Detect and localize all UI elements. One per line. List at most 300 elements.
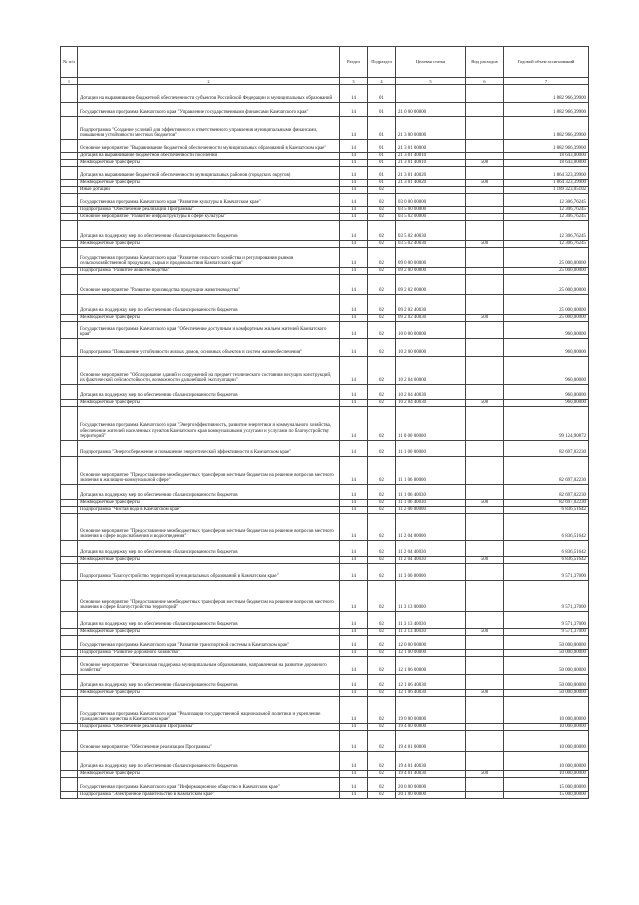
row-target-cell: 11 2 04 40030 <box>396 557 466 564</box>
header-expense-type: Вид расходов <box>466 47 504 78</box>
row-subsection-cell: 01 <box>368 103 396 117</box>
row-target-cell: 12 1 06 40030 <box>396 675 466 690</box>
table-row <box>61 103 589 117</box>
row-subsection-cell: 02 <box>368 441 396 457</box>
table-row <box>61 657 589 675</box>
row-target-cell: 21 3 01 00000 <box>396 140 466 153</box>
row-name-cell: Государственная программа Камчатского края "Развитие сельского хозяйства и регулирования рынков сельскохозяйственной продукции, сырья и продовольствия Камчатского края" <box>78 248 340 268</box>
row-amount-cell: 25 000,00000 <box>504 315 589 322</box>
row-section-cell: 14 <box>340 322 368 339</box>
row-number-cell <box>61 612 78 629</box>
row-number-cell <box>61 752 78 771</box>
row-subsection-cell: 02 <box>368 407 396 441</box>
row-amount-cell: 82 697,02230 <box>504 457 589 485</box>
row-target-cell: 21 3 01 40010 <box>396 160 466 167</box>
row-expense-type-cell <box>466 752 504 771</box>
row-section-cell: 14 <box>340 187 368 194</box>
row-target-cell: 20 1 00 00000 <box>396 792 466 799</box>
row-section-cell: 14 <box>340 697 368 724</box>
row-target-cell: 11 2 00 00000 <box>396 507 466 514</box>
row-section-cell: 14 <box>340 690 368 697</box>
row-number-cell <box>61 167 78 180</box>
row-subsection-cell: 02 <box>368 657 396 675</box>
row-target-cell: 03 5 02 40030 <box>396 241 466 248</box>
row-expense-type-cell <box>466 792 504 799</box>
row-name-cell: Межбюджетные трансферты <box>78 690 340 697</box>
row-number-cell <box>61 322 78 339</box>
row-name-cell: Дотация на поддержку мер по обеспечению сбалансированности бюджетов <box>78 485 340 500</box>
row-expense-type-cell <box>466 581 504 612</box>
row-number-cell <box>61 778 78 792</box>
row-target-cell: 19 4 01 40030 <box>396 752 466 771</box>
header-subsection: Подраздел <box>368 47 396 78</box>
row-expense-type-cell: 500 <box>466 690 504 697</box>
row-number-cell <box>61 557 78 564</box>
row-number-cell <box>61 441 78 457</box>
row-section-cell: 14 <box>340 221 368 241</box>
row-section-cell: 14 <box>340 792 368 799</box>
header-num: № п/п <box>61 47 78 78</box>
row-number-cell <box>61 541 78 557</box>
row-section-cell: 14 <box>340 385 368 400</box>
row-expense-type-cell <box>466 248 504 268</box>
table-row <box>61 441 589 457</box>
row-name-cell: Подпрограмма "Энергосбережение и повышение энергетической эффективности в Камчатском крае" <box>78 441 340 457</box>
row-name-cell: Основное мероприятие "Финансовая поддержка муниципальным образованиям, направленная на развитие дорожного хозяйства" <box>78 657 340 675</box>
row-number-cell <box>61 214 78 221</box>
row-section-cell: 14 <box>340 160 368 167</box>
row-target-cell: 09 2 00 00000 <box>396 268 466 275</box>
row-section-cell: 14 <box>340 629 368 636</box>
row-name-cell: Подпрограмма "Благоустройство территорий муниципальных образований в Камчатском крае" <box>78 564 340 581</box>
row-subsection-cell: 02 <box>368 385 396 400</box>
row-number-cell <box>61 117 78 140</box>
row-subsection-cell: 02 <box>368 724 396 731</box>
row-section-cell: 14 <box>340 564 368 581</box>
row-amount-cell: 25 000,00000 <box>504 295 589 315</box>
column-number: 2 <box>78 78 340 85</box>
row-number-cell <box>61 268 78 275</box>
row-name-cell: Основное мероприятие "Обследование зданий и сооружений на предмет технического состояния несущих конструкций, их фактической сейсмостойкости, возможности дальнейшей эксплуатации" <box>78 357 340 385</box>
row-amount-cell: 12 306,76245 <box>504 194 589 207</box>
row-amount-cell: 12 306,76245 <box>504 207 589 214</box>
row-target-cell <box>396 85 466 103</box>
row-expense-type-cell <box>466 275 504 295</box>
table-row <box>61 275 589 295</box>
row-section-cell: 14 <box>340 117 368 140</box>
row-amount-cell: 1 882 966,39900 <box>504 85 589 103</box>
row-expense-type-cell <box>466 564 504 581</box>
row-expense-type-cell <box>466 514 504 541</box>
row-name-cell: Дотация на поддержку мер по обеспечению сбалансированности бюджетов <box>78 295 340 315</box>
row-subsection-cell: 02 <box>368 339 396 357</box>
table-row <box>61 221 589 241</box>
table-row <box>61 752 589 771</box>
row-section-cell: 14 <box>340 167 368 180</box>
row-target-cell: 09 2 02 40030 <box>396 315 466 322</box>
row-amount-cell: 960,00000 <box>504 339 589 357</box>
row-subsection-cell: 01 <box>368 160 396 167</box>
row-subsection-cell: 02 <box>368 187 396 194</box>
row-expense-type-cell <box>466 214 504 221</box>
row-section-cell: 14 <box>340 180 368 187</box>
table-row <box>61 339 589 357</box>
row-amount-cell: 1 189 323,05102 <box>504 187 589 194</box>
row-expense-type-cell: 500 <box>466 500 504 507</box>
row-target-cell: 19 4 00 00000 <box>396 724 466 731</box>
row-amount-cell: 9 571,37000 <box>504 629 589 636</box>
row-amount-cell: 6 836,51642 <box>504 507 589 514</box>
row-expense-type-cell <box>466 441 504 457</box>
table-row <box>61 675 589 690</box>
row-amount-cell: 82 697,02230 <box>504 500 589 507</box>
column-number: 7 <box>504 78 589 85</box>
row-section-cell: 14 <box>340 339 368 357</box>
row-amount-cell: 9 571,37000 <box>504 581 589 612</box>
row-subsection-cell: 02 <box>368 778 396 792</box>
row-expense-type-cell <box>466 778 504 792</box>
row-name-cell: Основное мероприятие "Предоставление межбюджетных трансферов местным бюджетам на решение вопросов местного значения в сфере благоустройства территорий" <box>78 581 340 612</box>
table-row <box>61 650 589 657</box>
row-subsection-cell: 02 <box>368 581 396 612</box>
row-target-cell: 12 1 00 00000 <box>396 650 466 657</box>
row-section-cell: 14 <box>340 457 368 485</box>
row-number-cell <box>61 564 78 581</box>
table-row <box>61 180 589 187</box>
row-target-cell: 11 0 00 00000 <box>396 407 466 441</box>
row-target-cell: 03 0 00 00000 <box>396 194 466 207</box>
row-subsection-cell: 02 <box>368 322 396 339</box>
row-number-cell <box>61 221 78 241</box>
row-number-cell <box>61 194 78 207</box>
table-row <box>61 500 589 507</box>
row-target-cell: 09 2 02 40030 <box>396 295 466 315</box>
row-number-cell <box>61 485 78 500</box>
row-subsection-cell: 02 <box>368 629 396 636</box>
row-section-cell: 14 <box>340 636 368 650</box>
row-target-cell: 21 0 00 00000 <box>396 103 466 117</box>
row-expense-type-cell: 500 <box>466 241 504 248</box>
row-target-cell: 03 5 00 00000 <box>396 207 466 214</box>
row-amount-cell: 82 697,02230 <box>504 441 589 457</box>
row-name-cell: Подпрограмма "Обеспечение реализации Программы" <box>78 724 340 731</box>
row-number-cell <box>61 103 78 117</box>
row-name-cell: Дотация на поддержку мер по обеспечению сбалансированности бюджетов <box>78 752 340 771</box>
row-expense-type-cell <box>466 268 504 275</box>
row-name-cell: Основное мероприятие "Развитие производства продукции животноводства" <box>78 275 340 295</box>
row-number-cell <box>61 771 78 778</box>
row-amount-cell: 12 306,76245 <box>504 214 589 221</box>
row-expense-type-cell <box>466 650 504 657</box>
row-target-cell: 10 2 04 40030 <box>396 385 466 400</box>
row-expense-type-cell: 500 <box>466 160 504 167</box>
row-section-cell: 14 <box>340 507 368 514</box>
row-expense-type-cell <box>466 167 504 180</box>
row-number-cell <box>61 241 78 248</box>
row-subsection-cell: 02 <box>368 500 396 507</box>
row-expense-type-cell <box>466 731 504 752</box>
row-name-cell: Дотация на поддержку мер по обеспечению сбалансированности бюджетов <box>78 385 340 400</box>
row-expense-type-cell <box>466 117 504 140</box>
table-row <box>61 153 589 160</box>
row-name-cell: Подпрограмма "Повышение устойчивости жилых домов, основных объектов и систем жизнеобеспечения" <box>78 339 340 357</box>
row-section-cell: 14 <box>340 153 368 160</box>
row-expense-type-cell: 500 <box>466 180 504 187</box>
row-section-cell: 14 <box>340 657 368 675</box>
row-number-cell <box>61 207 78 214</box>
row-name-cell: Основное мероприятие "Обеспечение реализации Программы" <box>78 731 340 752</box>
table-row <box>61 268 589 275</box>
row-expense-type-cell <box>466 140 504 153</box>
row-target-cell: 11 2 04 40030 <box>396 541 466 557</box>
row-section-cell: 14 <box>340 557 368 564</box>
row-expense-type-cell <box>466 357 504 385</box>
row-name-cell: Подпрограмма "Развитие животноводства" <box>78 268 340 275</box>
row-expense-type-cell: 500 <box>466 557 504 564</box>
row-amount-cell: 50 000,00000 <box>504 650 589 657</box>
row-section-cell: 14 <box>340 275 368 295</box>
row-section-cell: 14 <box>340 500 368 507</box>
row-target-cell: 19 4 01 00000 <box>396 731 466 752</box>
row-subsection-cell: 02 <box>368 357 396 385</box>
row-amount-cell: 18 643,00000 <box>504 153 589 160</box>
table-row <box>61 407 589 441</box>
table-row <box>61 241 589 248</box>
row-expense-type-cell <box>466 221 504 241</box>
table-row <box>61 357 589 385</box>
row-name-cell: Дотация на выравнивание бюджетной обеспеченности поселений <box>78 153 340 160</box>
row-number-cell <box>61 400 78 407</box>
table-row <box>61 690 589 697</box>
row-number-cell <box>61 385 78 400</box>
row-target-cell: 21 3 01 40020 <box>396 167 466 180</box>
table-row <box>61 85 589 103</box>
row-section-cell: 14 <box>340 214 368 221</box>
row-amount-cell: 1 882 966,39900 <box>504 117 589 140</box>
row-target-cell: 11 1 00 00000 <box>396 441 466 457</box>
row-subsection-cell: 01 <box>368 117 396 140</box>
row-target-cell: 11 1 06 00000 <box>396 457 466 485</box>
row-number-cell <box>61 636 78 650</box>
row-subsection-cell: 02 <box>368 214 396 221</box>
row-amount-cell: 25 000,00000 <box>504 275 589 295</box>
row-name-cell: Основное мероприятие "Предоставление межбюджетных трансферов местным бюджетам на решение вопросов местного значения в сфере водоснабжения и водоотведения" <box>78 514 340 541</box>
row-name-cell: Государственная программа Камчатского края "Управление государственными финансами Камчатского края" <box>78 103 340 117</box>
row-expense-type-cell <box>466 85 504 103</box>
row-subsection-cell: 02 <box>368 697 396 724</box>
row-subsection-cell: 02 <box>368 315 396 322</box>
table-row <box>61 167 589 180</box>
header-amount: Годовой объем ассигнований <box>504 47 589 78</box>
row-subsection-cell: 02 <box>368 612 396 629</box>
row-amount-cell: 50 000,00000 <box>504 690 589 697</box>
table-row <box>61 507 589 514</box>
row-subsection-cell: 02 <box>368 485 396 500</box>
row-number-cell <box>61 180 78 187</box>
row-section-cell: 14 <box>340 541 368 557</box>
row-number-cell <box>61 187 78 194</box>
table-row <box>61 457 589 485</box>
row-number-cell <box>61 153 78 160</box>
row-amount-cell: 50 000,00000 <box>504 636 589 650</box>
row-subsection-cell: 02 <box>368 507 396 514</box>
row-subsection-cell: 02 <box>368 275 396 295</box>
row-name-cell: Дотация на поддержку мер по обеспечению сбалансированности бюджетов <box>78 675 340 690</box>
row-name-cell: Межбюджетные трансферты <box>78 400 340 407</box>
row-amount-cell: 82 697,02230 <box>504 485 589 500</box>
row-number-cell <box>61 690 78 697</box>
row-name-cell: Дотации на выравнивание бюджетной обеспеченности субъектов Российской Федерации и муниципальных образований <box>78 85 340 103</box>
row-target-cell: 11 1 06 40030 <box>396 485 466 500</box>
row-expense-type-cell <box>466 657 504 675</box>
table-row <box>61 636 589 650</box>
row-amount-cell: 50 000,00000 <box>504 657 589 675</box>
row-number-cell <box>61 650 78 657</box>
table-row <box>61 792 589 799</box>
row-expense-type-cell <box>466 322 504 339</box>
row-amount-cell: 10 000,00000 <box>504 724 589 731</box>
row-subsection-cell: 02 <box>368 457 396 485</box>
row-name-cell: Межбюджетные трансферты <box>78 180 340 187</box>
row-number-cell <box>61 675 78 690</box>
table-header-row <box>61 47 589 78</box>
row-name-cell: Межбюджетные трансферты <box>78 557 340 564</box>
row-amount-cell: 12 306,76245 <box>504 221 589 241</box>
row-subsection-cell: 02 <box>368 221 396 241</box>
row-name-cell: Дотация на поддержку мер по обеспечению сбалансированности бюджетов <box>78 221 340 241</box>
row-target-cell: 11 2 04 00000 <box>396 514 466 541</box>
row-subsection-cell: 01 <box>368 153 396 160</box>
row-expense-type-cell <box>466 485 504 500</box>
row-amount-cell: 15 000,00000 <box>504 778 589 792</box>
row-expense-type-cell <box>466 295 504 315</box>
row-target-cell: 21 3 01 40010 <box>396 153 466 160</box>
row-section-cell: 14 <box>340 724 368 731</box>
row-target-cell: 12 1 06 40030 <box>396 690 466 697</box>
row-section-cell: 14 <box>340 612 368 629</box>
row-number-cell <box>61 160 78 167</box>
row-target-cell: 03 5 02 00000 <box>396 214 466 221</box>
table-row <box>61 514 589 541</box>
row-section-cell: 14 <box>340 268 368 275</box>
row-target-cell: 09 0 00 00000 <box>396 248 466 268</box>
row-amount-cell: 12 306,76245 <box>504 241 589 248</box>
table-row <box>61 771 589 778</box>
row-amount-cell: 15 000,00000 <box>504 792 589 799</box>
row-name-cell: Иные дотации <box>78 187 340 194</box>
row-subsection-cell: 01 <box>368 85 396 103</box>
row-number-cell <box>61 697 78 724</box>
row-target-cell: 10 2 04 40030 <box>396 400 466 407</box>
row-section-cell: 14 <box>340 514 368 541</box>
row-amount-cell: 6 836,51642 <box>504 541 589 557</box>
table-row <box>61 629 589 636</box>
row-amount-cell: 50 000,00000 <box>504 675 589 690</box>
table-row <box>61 778 589 792</box>
row-number-cell <box>61 315 78 322</box>
row-target-cell: 19 0 00 00000 <box>396 697 466 724</box>
row-name-cell: Межбюджетные трансферты <box>78 500 340 507</box>
row-name-cell: Основное мероприятие "Выравнивание бюджетной обеспеченности муниципальных образований в Камчатском крае" <box>78 140 340 153</box>
table-row <box>61 724 589 731</box>
row-section-cell: 14 <box>340 400 368 407</box>
column-number: 5 <box>396 78 466 85</box>
row-subsection-cell: 02 <box>368 752 396 771</box>
row-amount-cell: 6 836,51642 <box>504 557 589 564</box>
row-section-cell: 14 <box>340 407 368 441</box>
row-subsection-cell: 02 <box>368 557 396 564</box>
row-subsection-cell: 01 <box>368 180 396 187</box>
row-name-cell: Государственная программа Камчатского края "Развитие транспортной системы в Камчатском крае" <box>78 636 340 650</box>
row-subsection-cell: 02 <box>368 194 396 207</box>
table-row <box>61 315 589 322</box>
row-subsection-cell: 02 <box>368 268 396 275</box>
row-target-cell: 10 2 04 00000 <box>396 357 466 385</box>
table-body <box>61 85 589 799</box>
row-amount-cell: 25 000,00000 <box>504 248 589 268</box>
row-number-cell <box>61 657 78 675</box>
row-number-cell <box>61 792 78 799</box>
row-section-cell: 14 <box>340 581 368 612</box>
row-amount-cell: 960,00000 <box>504 357 589 385</box>
row-name-cell: Подпрограмма "Электронное правительство в Камчатском крае" <box>78 792 340 799</box>
row-target-cell: 10 0 00 00000 <box>396 322 466 339</box>
row-number-cell <box>61 275 78 295</box>
row-number-cell <box>61 629 78 636</box>
row-target-cell: 21 3 00 00000 <box>396 117 466 140</box>
row-name-cell: Государственная программа Камчатского края "Реализация государственной национальной политики и укрепление гражданского единства в Камчатском крае" <box>78 697 340 724</box>
row-target-cell: 11 3 00 00000 <box>396 564 466 581</box>
row-subsection-cell: 02 <box>368 792 396 799</box>
row-number-cell <box>61 85 78 103</box>
row-subsection-cell: 01 <box>368 167 396 180</box>
row-name-cell: Дотация на поддержку мер по обеспечению сбалансированности бюджетов <box>78 612 340 629</box>
row-amount-cell: 960,00000 <box>504 322 589 339</box>
row-target-cell: 09 2 02 00000 <box>396 275 466 295</box>
table-row <box>61 385 589 400</box>
table-row <box>61 140 589 153</box>
row-target-cell: 11 3 13 00000 <box>396 581 466 612</box>
row-name-cell: Межбюджетные трансферты <box>78 241 340 248</box>
row-expense-type-cell <box>466 697 504 724</box>
table-row <box>61 731 589 752</box>
row-target-cell: 11 3 13 40030 <box>396 612 466 629</box>
row-expense-type-cell <box>466 675 504 690</box>
row-number-cell <box>61 500 78 507</box>
table-row <box>61 322 589 339</box>
row-expense-type-cell: 500 <box>466 315 504 322</box>
row-expense-type-cell: 500 <box>466 400 504 407</box>
table-row <box>61 581 589 612</box>
row-section-cell: 14 <box>340 731 368 752</box>
row-amount-cell: 10 000,00000 <box>504 731 589 752</box>
row-number-cell <box>61 731 78 752</box>
table-row <box>61 295 589 315</box>
row-amount-cell: 10 000,00000 <box>504 771 589 778</box>
row-expense-type-cell <box>466 153 504 160</box>
row-name-cell: Дотация на поддержку мер по обеспечению сбалансированности бюджетов <box>78 541 340 557</box>
table-row <box>61 400 589 407</box>
row-name-cell: Подпрограмма "Развитие дорожного хозяйства" <box>78 650 340 657</box>
row-subsection-cell: 02 <box>368 241 396 248</box>
row-name-cell: Подпрограмма "Чистая вода в Камчатском крае" <box>78 507 340 514</box>
row-section-cell: 14 <box>340 315 368 322</box>
row-number-cell <box>61 507 78 514</box>
row-expense-type-cell <box>466 612 504 629</box>
budget-allocation-table <box>60 46 589 799</box>
row-section-cell: 14 <box>340 771 368 778</box>
row-expense-type-cell <box>466 724 504 731</box>
